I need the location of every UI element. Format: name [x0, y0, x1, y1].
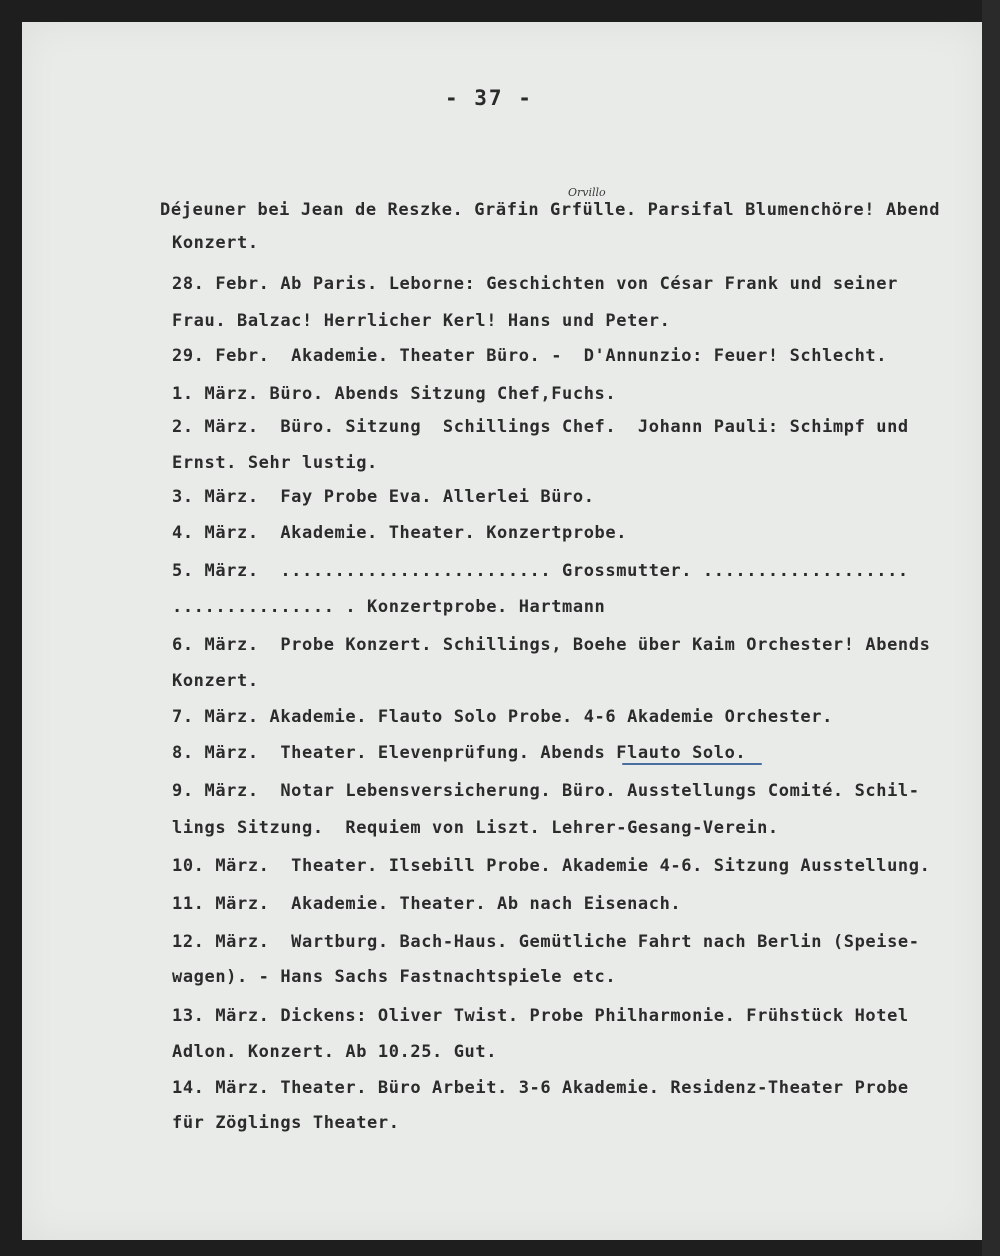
- text-line: 8. März. Theater. Elevenprüfung. Abends Flauto Solo.: [172, 743, 747, 763]
- page-number: - 37 -: [445, 86, 533, 110]
- page-edge: [982, 0, 1000, 1256]
- text-line: Déjeuner bei Jean de Reszke. Gräfin Grfülle. Parsifal Blumenchöre! Abend: [160, 200, 941, 220]
- text-line: 29. Febr. Akademie. Theater Büro. - D'Annunzio: Feuer! Schlecht.: [172, 346, 888, 366]
- text-line: 1. März. Büro. Abends Sitzung Chef,Fuchs.: [172, 384, 617, 404]
- text-line: 7. März. Akademie. Flauto Solo Probe. 4-6 Akademie Orchester.: [172, 707, 833, 727]
- text-line: Ernst. Sehr lustig.: [172, 453, 378, 473]
- text-line: 28. Febr. Ab Paris. Leborne: Geschichten von César Frank und seiner: [172, 274, 898, 294]
- text-line: 12. März. Wartburg. Bach-Haus. Gemütliche Fahrt nach Berlin (Speise-: [172, 932, 920, 952]
- text-line: wagen). - Hans Sachs Fastnachtspiele etc.: [172, 967, 617, 987]
- text-line: Adlon. Konzert. Ab 10.25. Gut.: [172, 1042, 498, 1062]
- text-line: 4. März. Akademie. Theater. Konzertprobe.: [172, 523, 628, 543]
- text-line: 6. März. Probe Konzert. Schillings, Boehe über Kaim Orchester! Abends: [172, 635, 931, 655]
- ink-underline: [622, 763, 762, 765]
- text-line: 14. März. Theater. Büro Arbeit. 3-6 Akademie. Residenz-Theater Probe: [172, 1078, 909, 1098]
- text-line: 3. März. Fay Probe Eva. Allerlei Büro.: [172, 487, 595, 507]
- text-line: 2. März. Büro. Sitzung Schillings Chef. Johann Pauli: Schimpf und: [172, 417, 909, 437]
- text-line: 9. März. Notar Lebensversicherung. Büro. Ausstellungs Comité. Schil-: [172, 781, 920, 801]
- text-line: Konzert.: [172, 671, 259, 691]
- text-line: 5. März. ......................... Grossmutter. ...................: [172, 561, 909, 581]
- text-line: 13. März. Dickens: Oliver Twist. Probe Philharmonie. Frühstück Hotel: [172, 1006, 909, 1026]
- text-line: ............... . Konzertprobe. Hartmann: [172, 597, 606, 617]
- text-line: lings Sitzung. Requiem von Liszt. Lehrer-Gesang-Verein.: [172, 818, 779, 838]
- text-line: 11. März. Akademie. Theater. Ab nach Eisenach.: [172, 894, 682, 914]
- text-line: Konzert.: [172, 233, 259, 253]
- text-line: Frau. Balzac! Herrlicher Kerl! Hans und Peter.: [172, 311, 671, 331]
- text-line: 10. März. Theater. Ilsebill Probe. Akademie 4-6. Sitzung Ausstellung.: [172, 856, 931, 876]
- text-line: für Zöglings Theater.: [172, 1113, 400, 1133]
- handwritten-annotation: Orvillo: [568, 186, 606, 199]
